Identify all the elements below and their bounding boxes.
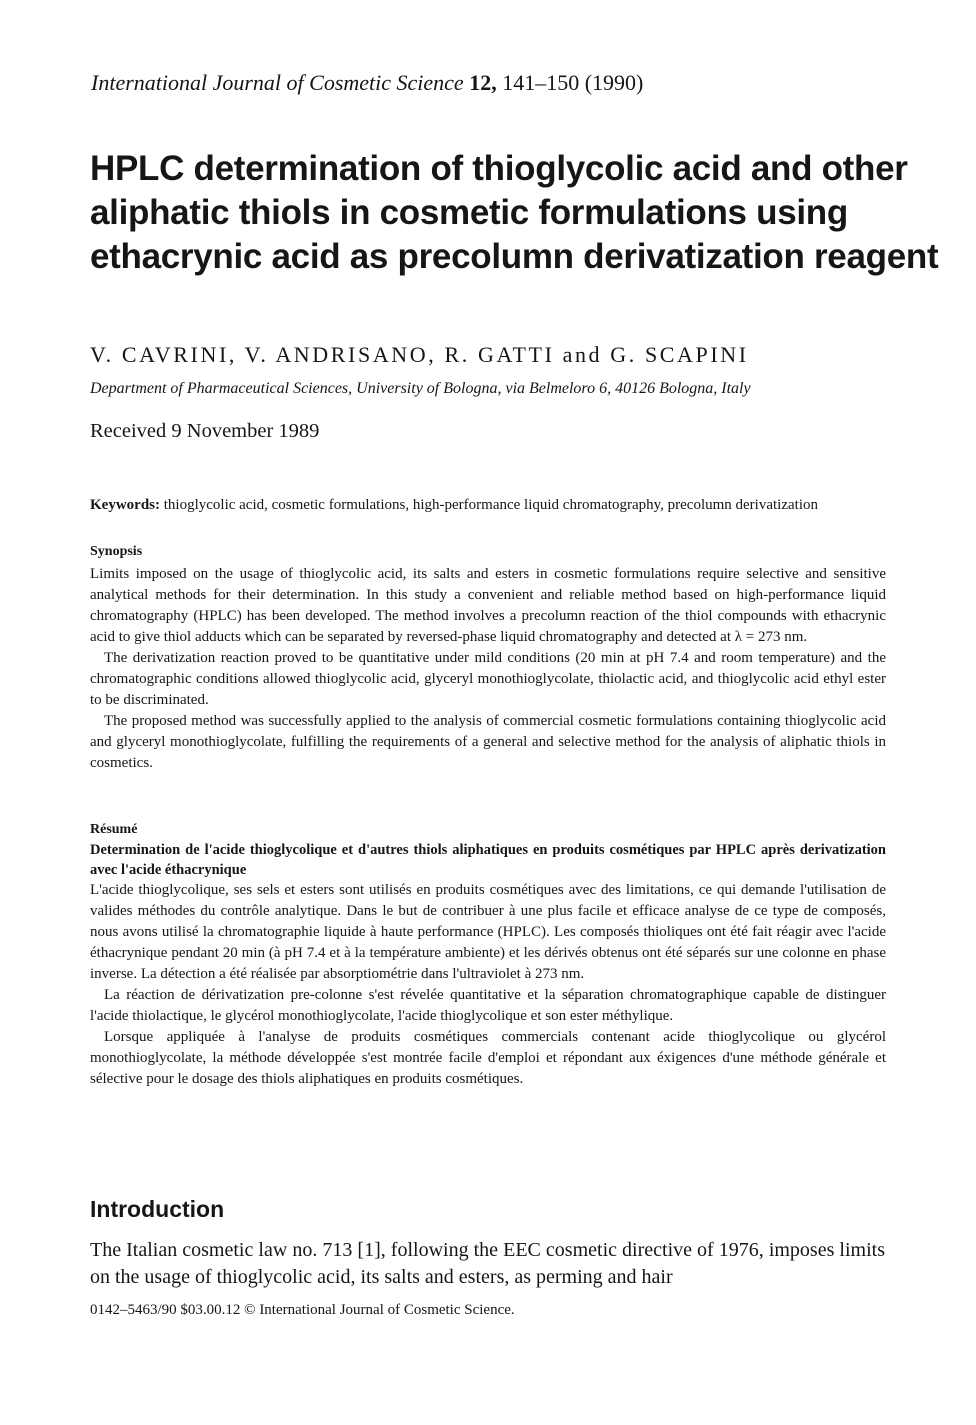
article-title: HPLC determination of thioglycolic acid and other aliphatic thiols in cosmetic formulations using ethacrynic acid as precolumn derivatization reagent xyxy=(90,149,939,276)
introduction-heading: Introduction xyxy=(90,1196,225,1222)
synopsis-body xyxy=(90,564,886,774)
journal-pages-year: 141–150 (1990) xyxy=(502,70,644,95)
copyright-footer: 0142–5463/90 $03.00.12 © International Journal of Cosmetic Science. xyxy=(90,1302,515,1318)
synopsis-heading: Synopsis xyxy=(90,544,143,559)
synopsis-paragraph: The derivatization reaction proved to be quantitative under mild conditions (20 min at pH 7.4 and room temperature) and the chromatographic conditions allowed thioglycolic acid, glyceryl monothioglycolate, thiolactic acid, and thioglycolic acid ethyl ester to be discriminated. xyxy=(90,650,886,708)
synopsis-paragraph: The proposed method was successfully applied to the analysis of commercial cosmetic formulations containing thioglycolic acid and glyceryl monothioglycolate, fulfilling the requirements of a general and selective method for the analysis of aliphatic thiols in cosmetics. xyxy=(90,713,886,771)
resume-heading: Résumé xyxy=(90,822,138,837)
synopsis-paragraph: Limits imposed on the usage of thioglycolic acid, its salts and esters in cosmetic formulations require selective and sensitive analytical methods for their determination. In this study a convenient and reliable method based on high-performance liquid chromatography (HPLC) has been developed. The method involves a precolumn reaction of the thiol compounds with ethacrynic acid to give thiol adducts which can be separated by reversed-phase liquid chromatography and detected at λ = 273 nm. xyxy=(90,566,886,645)
introduction-text: The Italian cosmetic law no. 713 [1], following the EEC cosmetic directive of 1976, imposes limits on the usage of thioglycolic acid, its salts and esters, as perming and hair xyxy=(90,1239,885,1288)
resume-paragraph: La réaction de dérivatization pre-colonne s'est révelée quantitative et la séparation chromatographique capable de distinguer l'acide thiolactique, le glycérol monothioglycolate, l'acide thioglycolique et son ester méthylique. xyxy=(90,987,886,1024)
resume-paragraph: Lorsque appliquée à l'analyse de produits cosmétiques commercials contenant acide thioglycolique ou glycérol monothioglycolate, la méthode développée s'est montrée facile d'emploi et répondant aux éxigences d'une méthode générale et sélective pour le dosage des thiols aliphatiques en produits cosmétiques. xyxy=(90,1029,886,1087)
keywords xyxy=(90,495,886,516)
resume-paragraph: L'acide thioglycolique, ses sels et esters sont utilisés en produits cosmétiques avec des limitations, ce qui demande l'utilisation de valides méthodes du contrôle analytique. Dans le but de contribuer à une plus facile et efficace analyse de ce type de composés, nous avons utilisé la chromatographie liquide à haute performance (HPLC). Les composés thioliques ont été fait réagir avec l'acide éthacrynique pendant 20 min (à pH 7.4 et à la température ambiente) et les dérivés obtenus ont été séparés sur une colonne en phase inverse. La détection a été réalisée par absorptiométrie dans l'ultraviolet à 273 nm. xyxy=(90,882,886,982)
journal-citation xyxy=(91,70,643,96)
received-date: Received 9 November 1989 xyxy=(90,420,320,442)
resume-body xyxy=(90,880,886,1090)
authors: V. CAVRINI, V. ANDRISANO, R. GATTI and G. SCAPINI xyxy=(90,342,749,367)
keywords-text: thioglycolic acid, cosmetic formulations, high-performance liquid chromatography, precolumn derivatization xyxy=(163,497,818,513)
affiliation: Department of Pharmaceutical Sciences, University of Bologna, via Belmeloro 6, 40126 Bologna, Italy xyxy=(90,380,751,397)
resume-title: Determination de l'acide thioglycolique et d'autres thiols aliphatiques en produits cosmétiques par HPLC après derivatization avec l'acide éthacrynique xyxy=(90,842,886,878)
journal-name: International Journal of Cosmetic Science xyxy=(91,70,464,95)
journal-volume: 12, xyxy=(469,70,497,95)
keywords-label: Keywords: xyxy=(90,497,160,513)
